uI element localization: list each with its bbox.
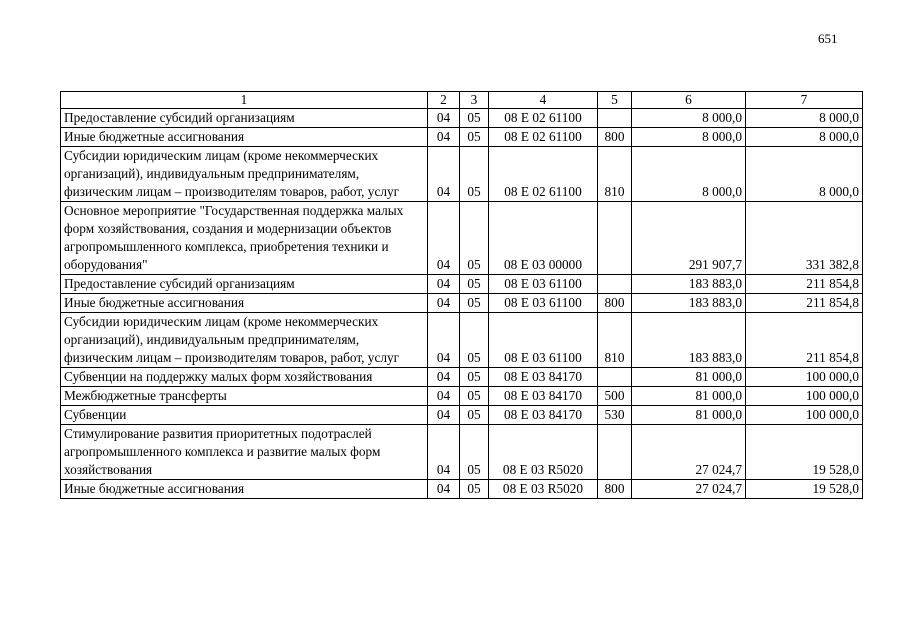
amount-year-1-cell: 291 907,7 [632, 202, 746, 275]
amount-year-1-cell: 81 000,0 [632, 406, 746, 425]
table-row [61, 368, 863, 387]
expense-type-cell: 800 [598, 294, 632, 313]
amount-year-2-cell: 19 528,0 [746, 425, 863, 480]
subsection-code-cell: 05 [460, 368, 489, 387]
amount-year-2-cell: 8 000,0 [746, 147, 863, 202]
table-row [61, 109, 863, 128]
amount-year-2-cell: 19 528,0 [746, 480, 863, 499]
expense-type-cell: 800 [598, 480, 632, 499]
row-name-cell: Иные бюджетные ассигнования [61, 128, 428, 147]
amount-year-1-cell: 183 883,0 [632, 294, 746, 313]
expense-type-cell: 810 [598, 147, 632, 202]
budget-table [60, 91, 863, 499]
subsection-code-cell: 05 [460, 275, 489, 294]
header-cell: 3 [460, 92, 489, 109]
expense-type-cell [598, 109, 632, 128]
row-name-cell: Предоставление субсидий организациям [61, 109, 428, 128]
amount-year-2-cell: 100 000,0 [746, 368, 863, 387]
table-row [61, 425, 863, 480]
amount-year-1-cell: 81 000,0 [632, 387, 746, 406]
section-code-cell: 04 [428, 128, 460, 147]
target-article-cell: 08 Е 03 R5020 [489, 425, 598, 480]
expense-type-cell: 810 [598, 313, 632, 368]
target-article-cell: 08 Е 03 84170 [489, 368, 598, 387]
subsection-code-cell: 05 [460, 480, 489, 499]
section-code-cell: 04 [428, 109, 460, 128]
amount-year-1-cell: 183 883,0 [632, 275, 746, 294]
target-article-cell: 08 Е 03 61100 [489, 275, 598, 294]
target-article-cell: 08 Е 03 00000 [489, 202, 598, 275]
table-row [61, 313, 863, 368]
target-article-cell: 08 Е 02 61100 [489, 147, 598, 202]
header-cell: 4 [489, 92, 598, 109]
row-name-cell: Субвенции на поддержку малых форм хозяйствования [61, 368, 428, 387]
header-cell: 5 [598, 92, 632, 109]
amount-year-1-cell: 27 024,7 [632, 425, 746, 480]
section-code-cell: 04 [428, 425, 460, 480]
table-row [61, 275, 863, 294]
expense-type-cell [598, 368, 632, 387]
subsection-code-cell: 05 [460, 313, 489, 368]
subsection-code-cell: 05 [460, 425, 489, 480]
table-row [61, 128, 863, 147]
subsection-code-cell: 05 [460, 387, 489, 406]
row-name-cell: Иные бюджетные ассигнования [61, 480, 428, 499]
amount-year-2-cell: 211 854,8 [746, 275, 863, 294]
amount-year-1-cell: 27 024,7 [632, 480, 746, 499]
amount-year-1-cell: 8 000,0 [632, 147, 746, 202]
target-article-cell: 08 Е 03 84170 [489, 387, 598, 406]
amount-year-2-cell: 8 000,0 [746, 109, 863, 128]
subsection-code-cell: 05 [460, 294, 489, 313]
subsection-code-cell: 05 [460, 406, 489, 425]
amount-year-1-cell: 81 000,0 [632, 368, 746, 387]
row-name-cell: Межбюджетные трансферты [61, 387, 428, 406]
target-article-cell: 08 Е 03 61100 [489, 294, 598, 313]
table-row [61, 406, 863, 425]
section-code-cell: 04 [428, 480, 460, 499]
row-name-cell: Предоставление субсидий организациям [61, 275, 428, 294]
section-code-cell: 04 [428, 275, 460, 294]
expense-type-cell [598, 425, 632, 480]
amount-year-1-cell: 8 000,0 [632, 128, 746, 147]
target-article-cell: 08 Е 02 61100 [489, 128, 598, 147]
header-cell: 6 [632, 92, 746, 109]
row-name-cell: Основное мероприятие "Государственная поддержка малых форм хозяйствования, создания и модернизации объектов агропромышленного комплекса, приобретения техники и оборудования" [61, 202, 428, 275]
section-code-cell: 04 [428, 406, 460, 425]
expense-type-cell: 500 [598, 387, 632, 406]
expense-type-cell [598, 275, 632, 294]
amount-year-2-cell: 331 382,8 [746, 202, 863, 275]
amount-year-2-cell: 8 000,0 [746, 128, 863, 147]
amount-year-2-cell: 211 854,8 [746, 313, 863, 368]
section-code-cell: 04 [428, 368, 460, 387]
target-article-cell: 08 Е 02 61100 [489, 109, 598, 128]
expense-type-cell: 530 [598, 406, 632, 425]
row-name-cell: Субсидии юридическим лицам (кроме некоммерческих организаций), индивидуальным предпринимателям, физическим лицам – производителям товаров, работ, услуг [61, 147, 428, 202]
section-code-cell: 04 [428, 147, 460, 202]
table-row [61, 387, 863, 406]
amount-year-1-cell: 183 883,0 [632, 313, 746, 368]
row-name-cell: Субсидии юридическим лицам (кроме некоммерческих организаций), индивидуальным предпринимателям, физическим лицам – производителям товаров, работ, услуг [61, 313, 428, 368]
amount-year-2-cell: 211 854,8 [746, 294, 863, 313]
section-code-cell: 04 [428, 387, 460, 406]
table-body [61, 92, 863, 499]
amount-year-1-cell: 8 000,0 [632, 109, 746, 128]
amount-year-2-cell: 100 000,0 [746, 387, 863, 406]
subsection-code-cell: 05 [460, 147, 489, 202]
header-cell: 7 [746, 92, 863, 109]
header-cell: 2 [428, 92, 460, 109]
subsection-code-cell: 05 [460, 109, 489, 128]
target-article-cell: 08 Е 03 84170 [489, 406, 598, 425]
table-row [61, 147, 863, 202]
expense-type-cell [598, 202, 632, 275]
section-code-cell: 04 [428, 202, 460, 275]
subsection-code-cell: 05 [460, 202, 489, 275]
section-code-cell: 04 [428, 313, 460, 368]
subsection-code-cell: 05 [460, 128, 489, 147]
target-article-cell: 08 Е 03 R5020 [489, 480, 598, 499]
row-name-cell: Стимулирование развития приоритетных подотраслей агропромышленного комплекса и развитие малых форм хозяйствования [61, 425, 428, 480]
row-name-cell: Субвенции [61, 406, 428, 425]
amount-year-2-cell: 100 000,0 [746, 406, 863, 425]
table-row [61, 294, 863, 313]
header-cell: 1 [61, 92, 428, 109]
target-article-cell: 08 Е 03 61100 [489, 313, 598, 368]
expense-type-cell: 800 [598, 128, 632, 147]
section-code-cell: 04 [428, 294, 460, 313]
table-row [61, 202, 863, 275]
page-number: 651 [818, 31, 838, 46]
table-header-row [61, 92, 863, 109]
table-row [61, 480, 863, 499]
row-name-cell: Иные бюджетные ассигнования [61, 294, 428, 313]
